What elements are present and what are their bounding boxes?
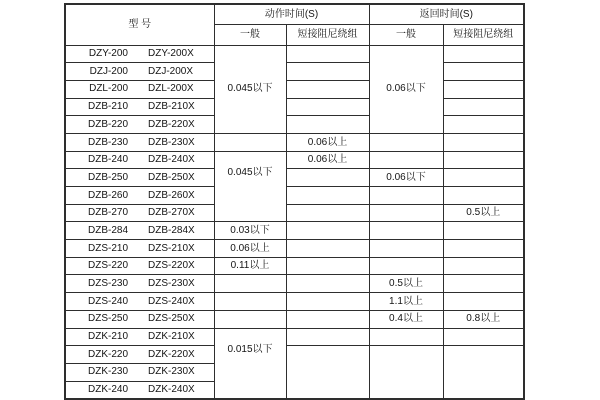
model-name-variant: DZB-210X [148,101,195,113]
model-name-variant: DZY-200X [148,48,194,60]
model-name-primary: DZS-220 [87,260,128,272]
action-general-cell: 0.015以下 [214,328,286,399]
return-general-cell [369,346,443,399]
return-damped-cell [443,45,524,63]
table-row [65,346,524,364]
model-name-variant: DZK-220X [148,348,195,360]
model-name-primary: DZK-240 [87,383,128,395]
return-damped-cell [443,293,524,311]
header-action-time: 动作时间(S) [214,4,369,24]
model-cell [65,257,214,275]
action-general-cell: 0.06以上 [214,240,286,258]
model-cell [65,187,214,205]
model-name-variant: DZS-240X [148,295,195,307]
model-cell [65,204,214,222]
model-cell [65,310,214,328]
action-damped-cell [286,275,369,293]
action-general-cell: 0.11以上 [214,257,286,275]
table-row [65,187,524,205]
table-row [65,63,524,81]
subheader-action-general: 一般 [214,24,286,45]
header-model: 型 号 [65,4,214,45]
return-damped-cell: 0.5以上 [443,204,524,222]
action-damped-cell [286,98,369,116]
model-name-variant: DZB-260X [148,189,195,201]
return-general-cell [369,151,443,169]
return-damped-cell [443,80,524,98]
return-damped-cell [443,257,524,275]
action-damped-cell [286,187,369,205]
model-name-primary: DZJ-200 [89,65,128,77]
relay-timing-spec-table [64,3,525,400]
return-general-cell: 0.06以下 [369,169,443,187]
model-name-primary: DZB-260 [87,189,128,201]
return-general-cell [369,240,443,258]
return-general-cell: 0.06以下 [369,45,443,133]
action-damped-cell [286,80,369,98]
model-cell [65,116,214,134]
model-cell [65,133,214,151]
return-damped-cell [443,187,524,205]
model-name-primary: DZK-230 [87,366,128,378]
model-name-primary: DZB-220 [87,118,128,130]
table-row [65,45,524,63]
return-damped-cell [443,98,524,116]
model-name-variant: DZL-200X [148,83,194,95]
model-name-primary: DZK-210 [87,331,128,343]
model-name-primary: DZS-230 [87,278,128,290]
return-damped-cell: 0.8以上 [443,310,524,328]
model-cell [65,63,214,81]
model-name-variant: DZB-270X [148,207,195,219]
table-row [65,240,524,258]
table-row [65,275,524,293]
return-damped-cell [443,169,524,187]
model-cell [65,169,214,187]
action-damped-cell: 0.06以上 [286,133,369,151]
action-damped-cell [286,169,369,187]
action-general-cell [214,133,286,151]
action-damped-cell [286,222,369,240]
return-general-cell [369,187,443,205]
action-general-cell: 0.045以下 [214,45,286,133]
action-damped-cell [286,346,369,399]
model-name-primary: DZB-230 [87,136,128,148]
return-general-cell: 0.5以上 [369,275,443,293]
model-name-variant: DZB-250X [148,171,195,183]
model-cell [65,240,214,258]
model-name-variant: DZS-250X [148,313,195,325]
model-cell [65,98,214,116]
model-cell [65,222,214,240]
model-cell [65,275,214,293]
model-name-variant: DZS-230X [148,278,195,290]
action-damped-cell [286,328,369,346]
model-name-primary: DZB-210 [87,101,128,113]
return-damped-cell [443,133,524,151]
model-name-variant: DZK-230X [148,366,195,378]
action-damped-cell [286,116,369,134]
table-row [65,222,524,240]
action-damped-cell [286,257,369,275]
model-name-primary: DZB-284 [87,224,128,236]
model-name-variant: DZB-220X [148,118,195,130]
model-name-primary: DZS-240 [87,295,128,307]
table-row [65,116,524,134]
return-general-cell [369,204,443,222]
action-damped-cell [286,63,369,81]
model-name-variant: DZK-240X [148,383,195,395]
table-row [65,98,524,116]
model-cell [65,80,214,98]
table-row [65,80,524,98]
return-general-cell: 1.1以上 [369,293,443,311]
model-name-variant: DZB-240X [148,154,195,166]
table-row [65,328,524,346]
return-damped-cell [443,151,524,169]
action-general-cell: 0.045以下 [214,151,286,222]
return-general-cell [369,133,443,151]
model-name-primary: DZL-200 [89,83,128,95]
return-damped-cell [443,63,524,81]
model-name-variant: DZB-230X [148,136,195,148]
model-name-primary: DZB-250 [87,171,128,183]
return-damped-cell [443,240,524,258]
action-general-cell [214,275,286,293]
model-name-variant: DZJ-200X [148,65,194,77]
subheader-return-damped: 短接阻尼绕组 [443,24,524,45]
return-damped-cell [443,275,524,293]
action-general-cell: 0.03以下 [214,222,286,240]
action-damped-cell: 0.06以上 [286,151,369,169]
model-cell [65,293,214,311]
return-damped-cell [443,116,524,134]
model-cell [65,363,214,381]
subheader-return-general: 一般 [369,24,443,45]
return-general-cell [369,257,443,275]
model-cell [65,381,214,399]
table-row [65,204,524,222]
header-return-time: 返回时间(S) [369,4,524,24]
model-name-primary: DZS-250 [87,313,128,325]
model-cell [65,45,214,63]
return-general-cell [369,328,443,346]
model-cell [65,346,214,364]
table-row [65,133,524,151]
action-damped-cell [286,45,369,63]
return-damped-cell [443,346,524,399]
return-damped-cell [443,222,524,240]
table-row [65,293,524,311]
model-name-primary: DZK-220 [87,348,128,360]
model-name-primary: DZY-200 [88,48,128,60]
model-name-primary: DZS-210 [87,242,128,254]
return-damped-cell [443,328,524,346]
model-name-variant: DZB-284X [148,224,195,236]
action-damped-cell [286,310,369,328]
model-cell [65,151,214,169]
action-general-cell [214,310,286,328]
model-cell [65,328,214,346]
model-name-primary: DZB-270 [87,207,128,219]
table-row [65,310,524,328]
return-general-cell [369,222,443,240]
subheader-action-damped: 短接阻尼绕组 [286,24,369,45]
action-damped-cell [286,293,369,311]
model-name-variant: DZS-220X [148,260,195,272]
model-name-variant: DZK-210X [148,331,195,343]
action-damped-cell [286,240,369,258]
table-row [65,169,524,187]
action-damped-cell [286,204,369,222]
return-general-cell: 0.4以上 [369,310,443,328]
model-name-primary: DZB-240 [87,154,128,166]
table-row [65,257,524,275]
action-general-cell [214,293,286,311]
model-name-variant: DZS-210X [148,242,195,254]
table-row [65,151,524,169]
